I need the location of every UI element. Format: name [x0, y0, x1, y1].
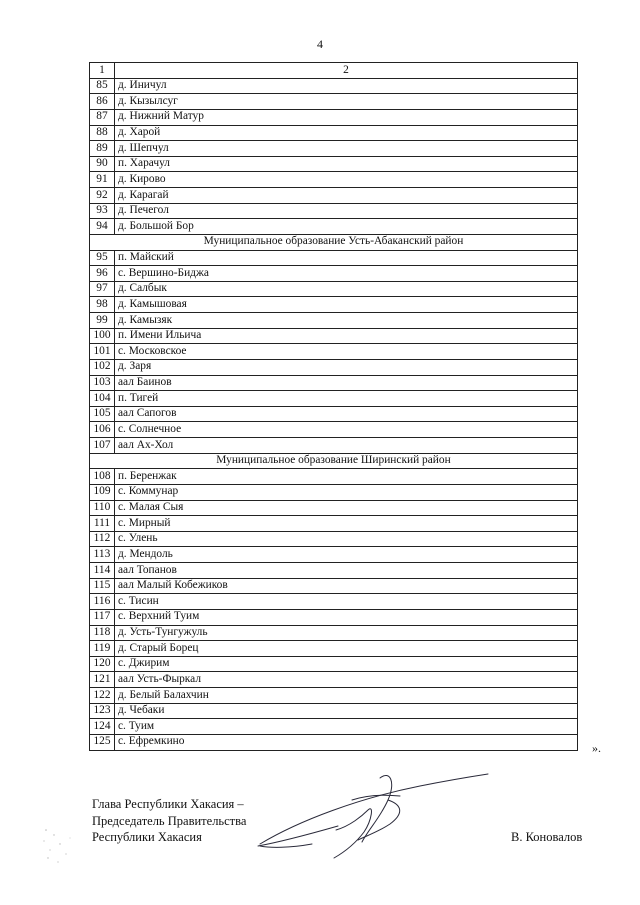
table-row [90, 172, 578, 188]
table-row [90, 281, 578, 297]
row-number: 85 [90, 78, 115, 94]
settlement-name: д. Камышовая [115, 297, 578, 313]
row-number: 123 [90, 703, 115, 719]
table-row [90, 188, 578, 204]
settlement-name: с. Малая Сыя [115, 500, 578, 516]
settlement-name: аал Топанов [115, 563, 578, 579]
table-row [90, 625, 578, 641]
row-number: 112 [90, 531, 115, 547]
settlement-name: аал Ах-Хол [115, 438, 578, 454]
settlement-name: с. Туим [115, 719, 578, 735]
settlement-name: с. Вершино-Биджа [115, 266, 578, 282]
table-row [90, 313, 578, 329]
table-row [90, 156, 578, 172]
handwritten-signature [240, 760, 500, 870]
row-number: 111 [90, 516, 115, 532]
settlement-name: п. Майский [115, 250, 578, 266]
settlement-name: с. Улень [115, 531, 578, 547]
section-title: Муниципальное образование Усть-Абаканский район [90, 234, 578, 250]
scan-speckles [40, 826, 80, 866]
row-number: 101 [90, 344, 115, 360]
settlement-name: п. Тигей [115, 391, 578, 407]
settlements-table [89, 62, 578, 751]
settlement-name: д. Кызылсуг [115, 94, 578, 110]
table-row [90, 297, 578, 313]
settlement-name: п. Беренжак [115, 469, 578, 485]
row-number: 113 [90, 547, 115, 563]
row-number: 114 [90, 563, 115, 579]
settlement-name: д. Харой [115, 125, 578, 141]
closing-quote: ». [592, 741, 601, 755]
row-number: 98 [90, 297, 115, 313]
settlement-name: д. Шепчул [115, 141, 578, 157]
row-number: 106 [90, 422, 115, 438]
settlement-name: с. Солнечное [115, 422, 578, 438]
table-row [90, 719, 578, 735]
table-row [90, 547, 578, 563]
settlement-name: д. Иничул [115, 78, 578, 94]
row-number: 88 [90, 125, 115, 141]
table-row [90, 125, 578, 141]
table-row [90, 656, 578, 672]
row-number: 103 [90, 375, 115, 391]
settlement-name: аал Усть-Фыркал [115, 672, 578, 688]
row-number: 122 [90, 688, 115, 704]
table-row [90, 391, 578, 407]
signatory-title-line: Глава Республики Хакасия – [92, 797, 244, 811]
row-number: 102 [90, 359, 115, 375]
row-number: 91 [90, 172, 115, 188]
row-number: 105 [90, 406, 115, 422]
settlement-name: с. Коммунар [115, 484, 578, 500]
row-number: 125 [90, 734, 115, 750]
settlement-name: с. Ефремкино [115, 734, 578, 750]
table-row [90, 500, 578, 516]
table-row [90, 484, 578, 500]
row-number: 124 [90, 719, 115, 735]
settlement-name: с. Московское [115, 344, 578, 360]
row-number: 115 [90, 578, 115, 594]
row-number: 99 [90, 313, 115, 329]
table-row [90, 109, 578, 125]
row-number: 97 [90, 281, 115, 297]
settlement-name: д. Печегол [115, 203, 578, 219]
settlement-name: п. Харачул [115, 156, 578, 172]
table-row [90, 94, 578, 110]
settlement-name: с. Мирный [115, 516, 578, 532]
row-number: 95 [90, 250, 115, 266]
settlement-name: д. Карагай [115, 188, 578, 204]
row-number: 89 [90, 141, 115, 157]
row-number: 92 [90, 188, 115, 204]
signatory-title-line: Республики Хакасия [92, 830, 202, 844]
row-number: 90 [90, 156, 115, 172]
table-row [90, 422, 578, 438]
table-row [90, 203, 578, 219]
section-title: Муниципальное образование Ширинский район [90, 453, 578, 469]
signatory-name: В. Коновалов [511, 830, 583, 844]
table-row [90, 641, 578, 657]
settlement-name: д. Усть-Тунгужуль [115, 625, 578, 641]
settlement-name: д. Салбык [115, 281, 578, 297]
settlements-table-body [90, 63, 578, 751]
table-row [90, 531, 578, 547]
settlement-name: аал Малый Кобежиков [115, 578, 578, 594]
settlement-name: аал Баинов [115, 375, 578, 391]
table-row [90, 609, 578, 625]
table-row [90, 219, 578, 235]
row-number: 100 [90, 328, 115, 344]
row-number: 87 [90, 109, 115, 125]
row-number: 107 [90, 438, 115, 454]
settlement-name: д. Старый Борец [115, 641, 578, 657]
row-number: 109 [90, 484, 115, 500]
section-header-row [90, 234, 578, 250]
row-number: 104 [90, 391, 115, 407]
header-column-number: 1 [90, 63, 115, 79]
table-row [90, 672, 578, 688]
settlement-name: д. Чебаки [115, 703, 578, 719]
table-row [90, 78, 578, 94]
header-column-name: 2 [115, 63, 578, 79]
table-row [90, 469, 578, 485]
table-row [90, 141, 578, 157]
settlement-name: д. Большой Бор [115, 219, 578, 235]
settlement-name: д. Нижний Матур [115, 109, 578, 125]
settlement-name: д. Белый Балахчин [115, 688, 578, 704]
settlement-name: д. Кирово [115, 172, 578, 188]
row-number: 121 [90, 672, 115, 688]
table-row [90, 516, 578, 532]
row-number: 117 [90, 609, 115, 625]
settlement-name: с. Джирим [115, 656, 578, 672]
row-number: 96 [90, 266, 115, 282]
settlement-name: с. Тисин [115, 594, 578, 610]
table-row [90, 703, 578, 719]
table-row [90, 375, 578, 391]
signatory-title-line: Председатель Правительства [92, 813, 247, 828]
settlement-name: д. Заря [115, 359, 578, 375]
row-number: 86 [90, 94, 115, 110]
table-row [90, 359, 578, 375]
table-row [90, 406, 578, 422]
table-row [90, 344, 578, 360]
row-number: 93 [90, 203, 115, 219]
row-number: 119 [90, 641, 115, 657]
table-row [90, 594, 578, 610]
row-number: 116 [90, 594, 115, 610]
signatory-title [92, 796, 246, 846]
row-number: 108 [90, 469, 115, 485]
table-row [90, 688, 578, 704]
page-number: 4 [317, 37, 323, 51]
table-row [90, 734, 578, 750]
row-number: 120 [90, 656, 115, 672]
settlement-name: п. Имени Ильича [115, 328, 578, 344]
settlement-name: д. Камызяк [115, 313, 578, 329]
section-header-row [90, 453, 578, 469]
table-row [90, 328, 578, 344]
table-row [90, 563, 578, 579]
table-row [90, 438, 578, 454]
table-header-row [90, 63, 578, 79]
table-row [90, 250, 578, 266]
row-number: 94 [90, 219, 115, 235]
table-row [90, 266, 578, 282]
settlement-name: с. Верхний Туим [115, 609, 578, 625]
row-number: 118 [90, 625, 115, 641]
settlement-name: аал Сапогов [115, 406, 578, 422]
row-number: 110 [90, 500, 115, 516]
table-row [90, 578, 578, 594]
settlement-name: д. Мендоль [115, 547, 578, 563]
